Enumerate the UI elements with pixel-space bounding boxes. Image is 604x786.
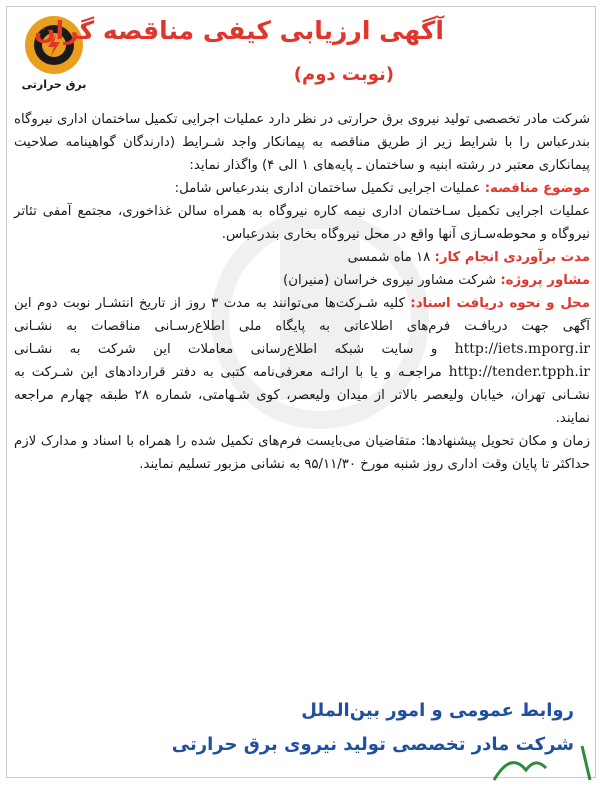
- footer-company: شرکت مادر تخصصی تولید نیروی برق حرارتی: [171, 734, 574, 755]
- notice-body: [14, 108, 590, 476]
- receipt-text-c: مراجعـه و یا با ارائـه معرفی‌نامه کتبی به دفتر قراردادهای این شـرکت به نشـانی تهران، خیابان ولیعصر بالاتر از میدان ولیعصر، کوی شـهامتی، شماره ۲۸ طبقه چهارم مراجعه نمایند.: [14, 365, 591, 426]
- receipt-text-a: کلیه شـرکت‌ها می‌توانند به مدت ۳ روز از تاریخ انتشـار نوبت دوم این آگهی جهت دریافـت فرم‌های اطلاعاتی به پایگاه ملی اطلاع‌رسـانی مناقصات به نشـانی: [14, 296, 590, 334]
- subject-detail: عملیات اجرایی تکمیل سـاختمان اداری نیمه کاره نیروگاه به همراه سالن غذاخوری، مجتمع آمفی تئاتر نیروگاه و محوطه‌سـازی آنها واقع در محل نیروگاه بخاری بندرعباس.: [14, 204, 590, 242]
- subject-label: موضوع مناقصه:: [484, 181, 590, 196]
- notice-title: آگهی ارزیابی کیفی مناقصه گران: [34, 16, 444, 45]
- footer-department: روابط عمومی و امور بین‌الملل: [301, 700, 574, 721]
- intro-paragraph: شرکت مادر تخصصی تولید نیروی برق حرارتی در نظر دارد عملیات اجرایی تکمیل ساختمان اداری نیروگاه بندرعباس را با شرایط زیر از طریق مناقصه به پیمانکار واجد شـرایط (دارندگان گواهینامه صلاحیت پیمانکاری معتبر در رشته ابنیه و ساختمان ـ پایه‌های ۱ الی ۴) واگذار نماید:: [14, 112, 590, 173]
- iets-link[interactable]: http://iets.mporg.ir: [454, 341, 590, 357]
- duration-value: ۱۸ ماه شمسی: [347, 250, 431, 265]
- duration-label: مدت برآوردی انجام کار:: [434, 250, 590, 265]
- consultant-line: [14, 269, 590, 292]
- submission-paragraph: زمان و مکان تحویل پیشنهادها: متقاضیان می‌بایست فرم‌های تکمیل شده را همراه با اسناد و مدارک لازم حداکثر تا پایان وقت اداری روز شنبه مورخ ۹۵/۱۱/۳۰ به نشانی مزبور تسلیم نمایند.: [14, 434, 590, 472]
- duration-line: [14, 246, 590, 269]
- tender-link[interactable]: http://tender.tpph.ir: [448, 364, 590, 380]
- corner-decoration-icon: [486, 740, 596, 784]
- logo-caption: برق حرارتی: [21, 78, 87, 91]
- consultant-value: شرکت مشاور نیروی خراسان (منیران): [283, 273, 497, 288]
- receipt-paragraph: [14, 292, 590, 430]
- subject-line: [14, 177, 590, 200]
- notice-subtitle: (نوبت دوم): [293, 64, 394, 85]
- receipt-label: محل و نحوه دریافت اسناد:: [410, 296, 591, 311]
- subject-value: عملیات اجرایی تکمیل ساختمان اداری بندرعباس شامل:: [174, 181, 481, 196]
- receipt-text-b: و سایت شبکه اطلاع‌رسانی معاملات این شرکت به نشـانی: [14, 342, 438, 357]
- consultant-label: مشاور پروژه:: [500, 273, 590, 288]
